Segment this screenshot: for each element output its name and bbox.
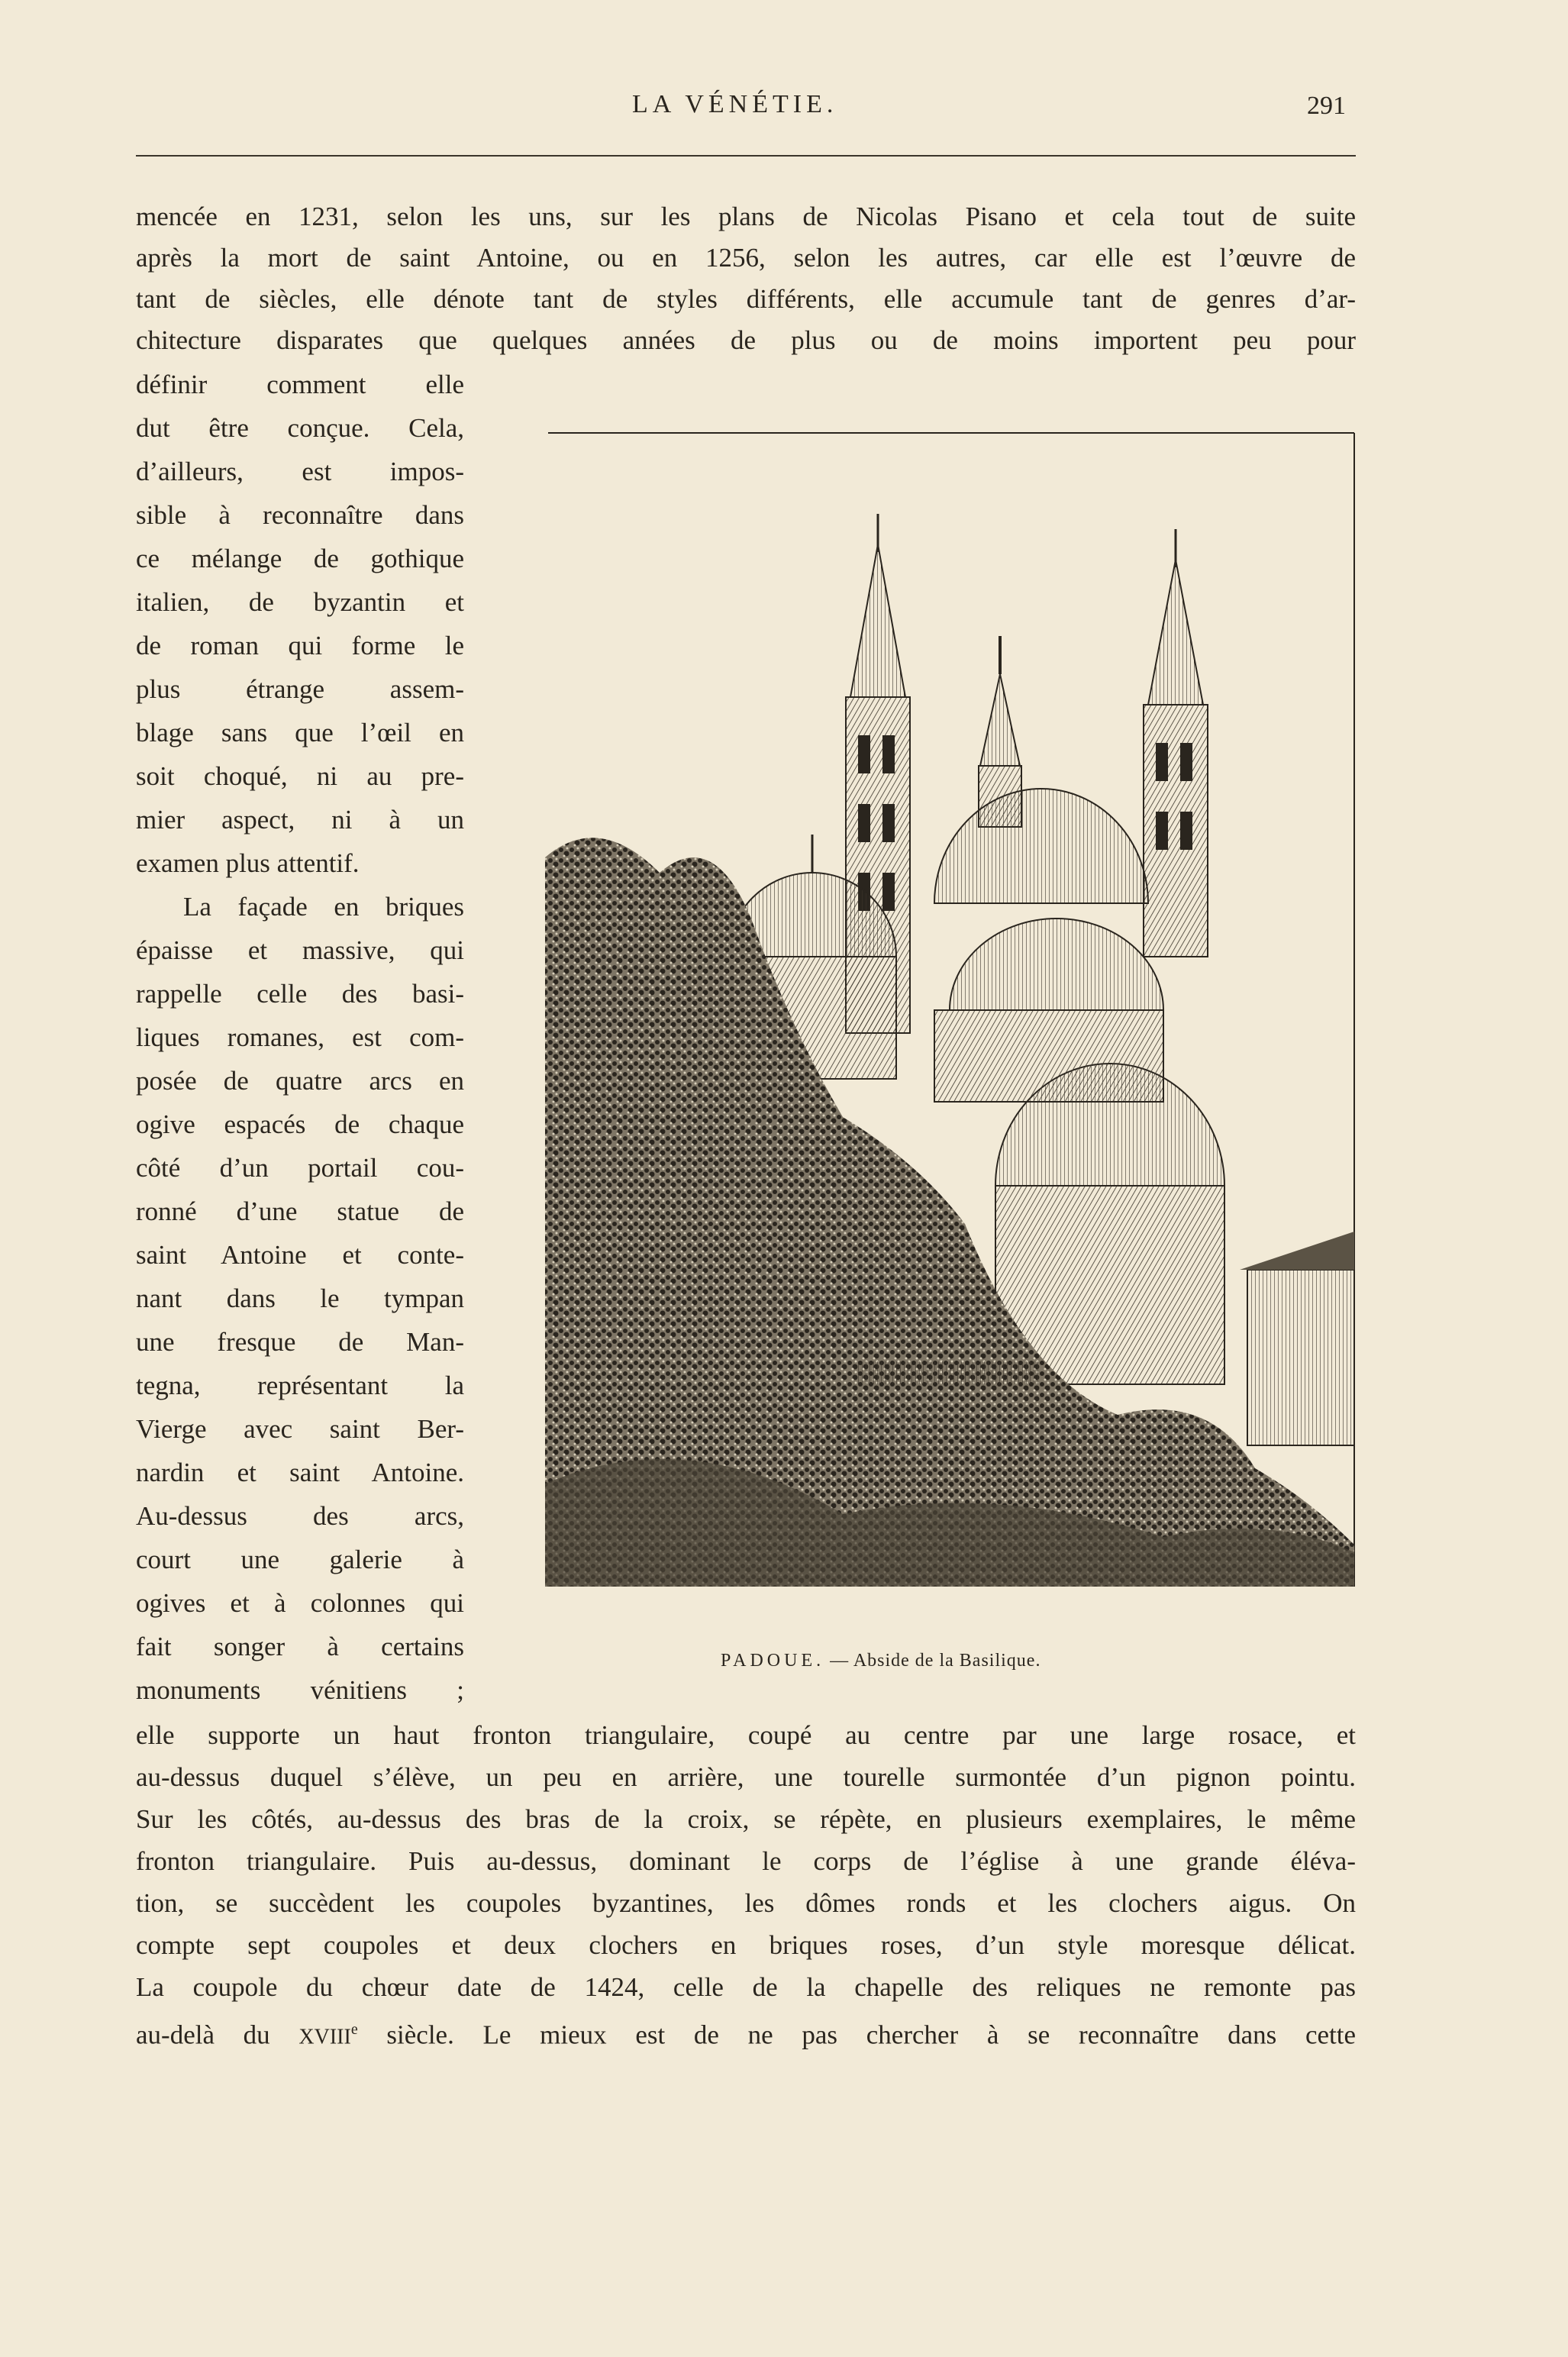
side-line: Vierge avec saint Ber-	[136, 1414, 464, 1444]
running-head	[0, 90, 1568, 136]
last-line-end: siècle. Le mieux est de ne pas chercher à se reconnaître dans cette	[357, 2020, 1356, 2050]
figure-caption	[721, 1651, 1040, 1671]
side-line: ogives et à colonnes qui	[136, 1588, 464, 1618]
century-superscript: e	[350, 2021, 358, 2038]
running-title: LA VÉNÉTIE.	[632, 90, 838, 118]
caption-place: PADOUE.	[721, 1651, 825, 1671]
body-line: compte sept coupoles et deux clochers en briques roses, d’un style moresque délicat.	[136, 1930, 1356, 1960]
side-line: italien, de byzantin et	[136, 587, 464, 617]
side-line: examen plus attentif.	[136, 848, 360, 878]
side-line: une fresque de Man-	[136, 1327, 464, 1357]
side-line: nardin et saint Antoine.	[136, 1458, 464, 1487]
body-line: chitecture disparates que quelques années de plus ou de moins importent peu pour	[136, 325, 1356, 355]
page-number: 291	[1307, 92, 1346, 120]
side-line: rappelle celle des basi-	[136, 979, 464, 1009]
body-line: mencée en 1231, selon les uns, sur les plans de Nicolas Pisano et cela tout de suite	[136, 202, 1356, 231]
side-line: liques romanes, est com-	[136, 1022, 464, 1052]
side-line: de roman qui forme le	[136, 631, 464, 660]
side-line: posée de quatre arcs en	[136, 1066, 464, 1096]
side-line: La façade en briques	[183, 892, 464, 922]
side-line: définir comment elle	[136, 370, 464, 399]
side-line: blage sans que l’œil en	[136, 718, 464, 747]
side-line: d’ailleurs, est impos-	[136, 457, 464, 486]
basilica-illustration	[537, 430, 1356, 1587]
last-line-start: au-delà du	[136, 2020, 299, 2050]
side-line: monuments vénitiens ;	[136, 1675, 464, 1705]
body-line: au-dessus duquel s’élève, un peu en arrière, une tourelle surmontée d’un pignon pointu.	[136, 1762, 1356, 1792]
body-line: Sur les côtés, au-dessus des bras de la croix, se répète, en plusieurs exemplaires, le même	[136, 1804, 1356, 1834]
body-line: fronton triangulaire. Puis au-dessus, dominant le corps de l’église à une grande éléva-	[136, 1846, 1356, 1876]
side-line: épaisse et massive, qui	[136, 935, 464, 965]
caption-text: — Abside de la Basilique.	[824, 1651, 1041, 1671]
century-numeral: XVIII	[298, 2025, 351, 2049]
side-line: sible à reconnaître dans	[136, 500, 464, 530]
side-line: dut être conçue. Cela,	[136, 413, 464, 443]
side-line: court une galerie à	[136, 1545, 464, 1574]
side-line: saint Antoine et conte-	[136, 1240, 464, 1270]
body-line: tant de siècles, elle dénote tant de styles différents, elle accumule tant de genres d’ar-	[136, 284, 1356, 314]
side-line: côté d’un portail cou-	[136, 1153, 464, 1183]
side-line: plus étrange assem-	[136, 674, 464, 704]
body-line: La coupole du chœur date de 1424, celle de la chapelle des reliques ne remonte pas	[136, 1972, 1356, 2002]
side-line: tegna, représentant la	[136, 1371, 464, 1400]
body-line: après la mort de saint Antoine, ou en 1256, selon les autres, car elle est l’œuvre de	[136, 243, 1356, 273]
side-line: ronné d’une statue de	[136, 1196, 464, 1226]
body-line-last	[136, 2014, 1356, 2053]
side-line: ce mélange de gothique	[136, 544, 464, 573]
side-line: nant dans le tympan	[136, 1283, 464, 1313]
side-line: soit choqué, ni au pre-	[136, 761, 464, 791]
side-line: fait songer à certains	[136, 1632, 464, 1661]
side-line: Au-dessus des arcs,	[136, 1501, 464, 1531]
body-line: tion, se succèdent les coupoles byzantines, les dômes ronds et les clochers aigus. On	[136, 1888, 1356, 1918]
side-line: mier aspect, ni à un	[136, 805, 464, 835]
header-rule	[136, 155, 1356, 157]
body-line: elle supporte un haut fronton triangulaire, coupé au centre par une large rosace, et	[136, 1720, 1356, 1750]
side-line: ogive espacés de chaque	[136, 1109, 464, 1139]
